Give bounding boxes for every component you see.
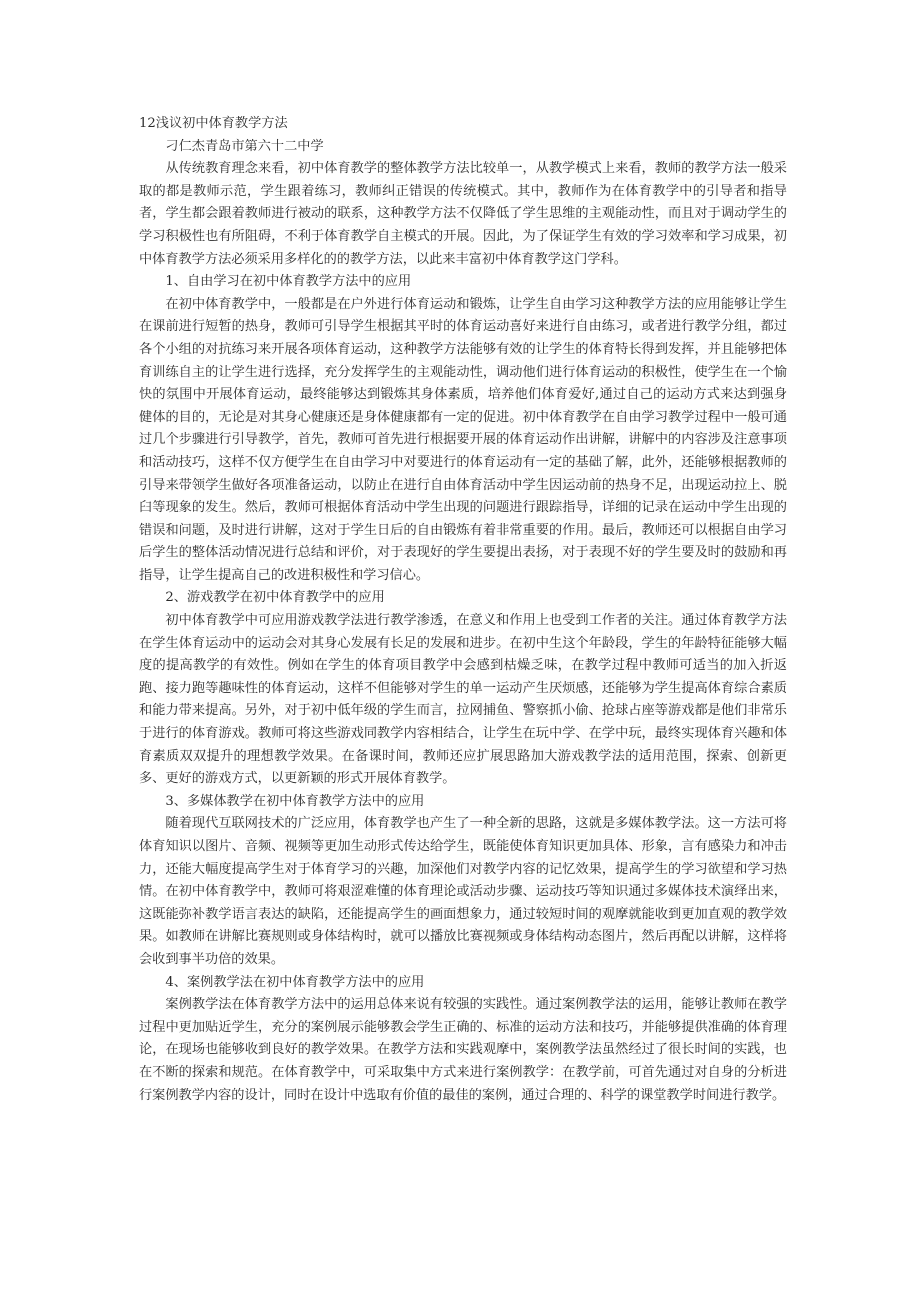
section-1-body: 在初中体育教学中，一般都是在户外进行体育运动和锻炼，让学生自由学习这种教学方法的应用能够让学生在课前进行短暂的热身，教师可引导学生根据其平时的体育运动喜好来进行自由练习，或者进行教学分组，都过各个小组的对抗练习来开展各项体育运动，这种教学方法能够有效的让学生的体育特长得到发挥，并且能够把体育训练自主的让学生进行选择，充分发挥学生的主观能动性，调动他们进行体育运动的积极性，使学生在一个愉快的氛围中开展体育运动，最终能够达到锻炼其身体素质，培养他们体育爱好,通过自己的运动方式来达到强身健体的目的，无论是对其身心健康还是身体健康都有一定的促进。初中体育教学在自由学习教学过程中一般可通过几个步骤进行引导教学，首先，教师可首先进行根据要开展的体育运动作出讲解，讲解中的内容涉及注意事项和活动技巧，这样不仅方便学生在自由学习中对要进行的体育运动有一定的基础了解，此外，还能够根据教师的引导来带领学生做好各项准备运动，以防止在进行自由体育活动中学生因运动前的热身不足，出现运动拉上、脱臼等现象的发生。然后，教师可根据体育活动中学生出现的问题进行跟踪指导，详细的记录在运动中学生出现的错误和问题，及时进行讲解，这对于学生日后的自由锻炼有着非常重要的作用。最后，教师还可以根据自由学习后学生的整体活动情况进行总结和评价，对于表现好的学生要提出表扬，对于表现不好的学生要及时的鼓励和再指导，让学生提高自己的改进积极性和学习信心。	[139, 296, 787, 583]
section-3-body: 随着现代互联网技术的广泛应用，体育教学也产生了一种全新的思路，这就是多媒体教学法。这一方法可将体育知识以图片、音频、视频等更加生动形式传达给学生，既能使体育知识更加具体、形象，言有感染力和冲击力，还能大幅度提高学生对于体育学习的兴趣，加深他们对教学内容的记忆效果，提高学生的学习欲望和学习热情。在初中体育教学中，教师可将艰涩难懂的体育理论或活动步骤、运动技巧等知识通过多媒体技术演绎出来，这既能弥补教学语言表达的缺陷，还能提高学生的画面想象力，通过较短时间的观摩就能收到更加直观的教学效果。如教师在讲解比赛规则或身体结构时，就可以播放比赛视频或身体结构动态图片，然后再配以讲解，这样将会收到事半功倍的效果。	[139, 816, 787, 967]
document-page	[139, 113, 787, 1107]
author-line: 刁仁杰青岛市第六十二中学	[165, 138, 324, 154]
intro-paragraph: 从传统教育理念来看，初中体育教学的整体教学方法比较单一，从教学模式上来看，教师的教学方法一般采取的都是教师示范，学生跟着练习，教师纠正错误的传统模式。其中，教师作为在体育教学中的引导者和指导者，学生都会跟着教师进行被动的联系，这种教学方法不仅降低了学生思维的主观能动性，而且对于调动学生的学习积极性也有所阻碍，不利于体育教学自主模式的开展。因此，为了保证学生有效的学习效率和学习成果，初中体育教学方法必须采用多样化的的教学方法，以此来丰富初中体育教学这门学科。	[139, 161, 787, 267]
section-4-body: 案例教学法在体育教学方法中的运用总体来说有较强的实践性。通过案例教学法的运用，能够让教师在教学过程中更加贴近学生，充分的案例展示能够教会学生正确的、标准的运动方法和技巧，并能够提供准确的体育理论，在现场也能够收到良好的教学效果。在教学方法和实践观摩中，案例教学法虽然经过了很长时间的实践，也在不断的探索和规范。在体育教学中，可采取集中方式来进行案例教学：在教学前，可首先通过对自身的分析进行案例教学内容的设计，同时在设计中选取有价值的最佳的案例，通过合理的、科学的课堂教学时间进行教学。	[139, 997, 787, 1103]
section-3-heading: 3、多媒体教学在初中体育教学方法中的应用	[165, 793, 425, 809]
section-1-heading: 1、自由学习在初中体育教学方法中的应用	[165, 274, 412, 290]
document-title: 12浅议初中体育教学方法	[139, 116, 288, 131]
section-4-heading: 4、案例教学法在初中体育教学方法中的应用	[165, 974, 425, 990]
section-2-body: 初中体育教学中可应用游戏教学法进行教学渗透，在意义和作用上也受到工作者的关注。通过体育教学方法在学生体育运动中的运动会对其身心发展有长足的发展和进步。在初中生这个年龄段，学生的年龄特征能够大幅度的提高教学的有效性。例如在学生的体育项目教学中会感到枯燥乏味，在教学过程中教师可适当的加入折返跑、接力跑等趣味性的体育运动，这样不但能够对学生的单一运动产生厌烦感，还能够为学生提高体育综合素质和能力带来提高。另外，对于初中低年级的学生而言，拉网捕鱼、警察抓小偷、抢球占座等游戏都是他们非常乐于进行的体育游戏。教师可将这些游戏同教学内容相结合，让学生在玩中学、在学中玩，最终实现体育兴趣和体育素质双双提升的理想教学效果。在备课时间，教师还应扩展思路加大游戏教学法的适用范围，探索、创新更多、更好的游戏方式，以更新颖的形式开展体育教学。	[139, 613, 787, 787]
section-2-heading: 2、游戏教学在初中体育教学中的应用	[165, 590, 385, 606]
